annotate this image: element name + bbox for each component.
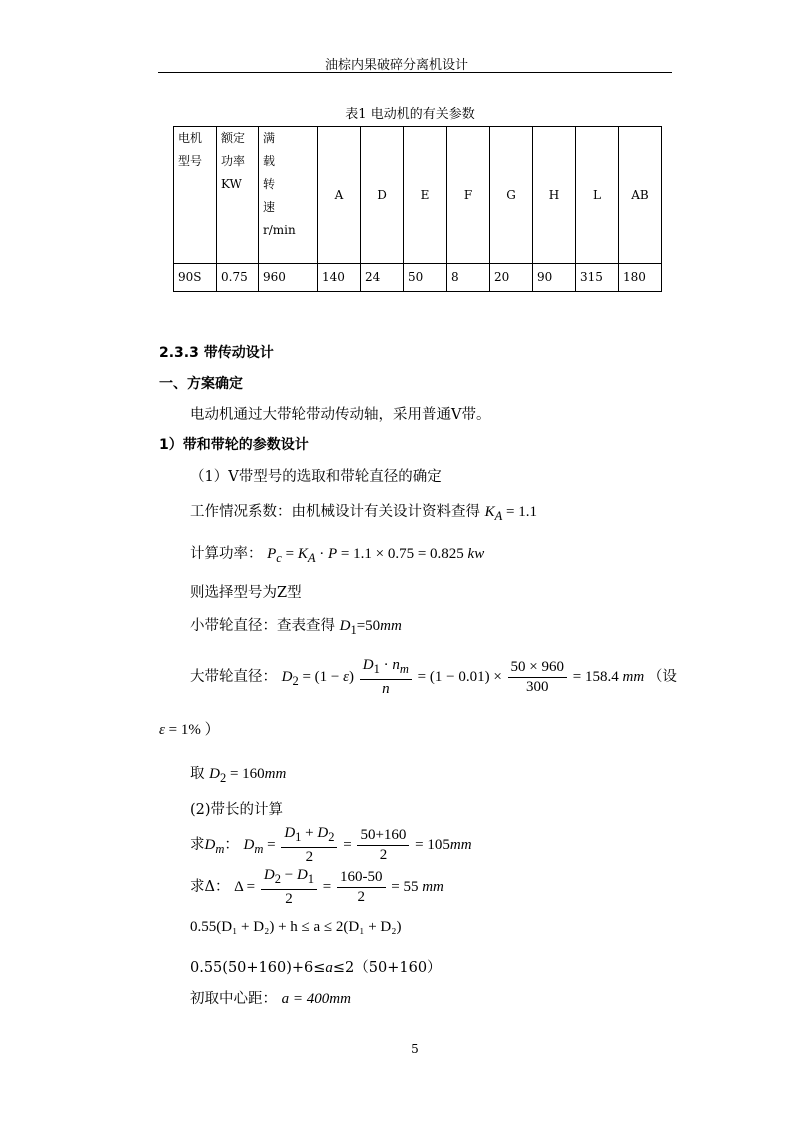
table-cell: 180 <box>619 264 662 292</box>
fraction: $\frac{D_1 + D_2}{2}$ <box>281 824 337 867</box>
take-d2-line: 取 $D_2 = 160mm$ <box>190 766 287 785</box>
page-number: 5 <box>411 1042 419 1056</box>
table-caption: 表1 电动机的有关参数 <box>345 107 475 122</box>
header-cell-dim: A <box>318 127 361 264</box>
table-cell: 24 <box>361 264 404 292</box>
subheading-scheme: 一、方案确定 <box>159 376 243 392</box>
table-cell: 0.75 <box>217 264 259 292</box>
big-pulley-line: 大带轮直径： $D_2 = (1 - \varepsilon)$ $\frac{D_1 \cdot n_m}{n}$ = (1 − 0.01) × $\frac{50 \times 960}{300}$ = 158.4 mm （设 <box>190 657 677 697</box>
inequality-formula: 0.55(D₁ + D₂) + h ≤ a ≤ 2(D₁ + D₂) <box>190 919 402 935</box>
small-pulley-line: 小带轮直径：查表查得 $D_1=50mm$ <box>190 618 402 637</box>
running-header: 油棕内果破碎分离机设计 <box>324 58 468 73</box>
header-cell-dim: G <box>490 127 533 264</box>
fraction: $\frac{D_1 \cdot n_m}{n}$ <box>360 656 412 699</box>
header-rule <box>158 72 672 73</box>
fraction: $\frac{160-50}{2}$ <box>337 868 386 907</box>
subheading-belt-params: 1）带和带轮的参数设计 <box>159 437 309 453</box>
header-cell-dim: E <box>404 127 447 264</box>
table-cell: 90 <box>533 264 576 292</box>
table-cell: 20 <box>490 264 533 292</box>
item-belt-length: (2)带长的计算 <box>190 802 284 818</box>
motor-parameters-table <box>173 126 662 292</box>
header-cell-dim: AB <box>619 127 662 264</box>
header-cell-model: 电机 型号 <box>174 127 217 264</box>
delta-line: 求Δ： Δ = $\frac{D_2 - D_1}{2}$ = $\frac{160-50}{2}$ = 55 mm <box>190 867 444 907</box>
table-row <box>174 264 662 292</box>
header-cell-power: 额定 功率 KW <box>217 127 259 264</box>
epsilon-line: ε = 1% ） <box>159 722 220 738</box>
fraction: $\frac{D_2 - D_1}{2}$ <box>261 866 317 909</box>
item-belt-type: （1）V带型号的选取和带轮直径的确定 <box>190 469 442 485</box>
table-cell: 960 <box>259 264 318 292</box>
header-cell-dim: F <box>447 127 490 264</box>
type-select-line: 则选择型号为Z型 <box>190 585 302 601</box>
section-heading: 2.3.3 带传动设计 <box>159 345 274 361</box>
table-cell: 8 <box>447 264 490 292</box>
table-cell: 315 <box>576 264 619 292</box>
work-factor-line: 工作情况系数：由机械设计有关设计资料查得 $K_A = 1.1$ <box>190 504 537 523</box>
header-cell-speed: 满 载 转 速 r/min <box>259 127 318 264</box>
intro-paragraph: 电动机通过大带轮带动传动轴，采用普通V带。 <box>190 407 491 423</box>
fraction: $\frac{50 \times 960}{300}$ <box>508 658 567 697</box>
fraction: $\frac{50+160}{2}$ <box>357 826 409 865</box>
header-cell-dim: D <box>361 127 404 264</box>
dm-line: 求$D_m$： $D_m$ = $\frac{D_1 + D_2}{2}$ = $\frac{50+160}{2}$ = 105mm <box>190 825 472 865</box>
table-cell: 140 <box>318 264 361 292</box>
header-cell-dim: H <box>533 127 576 264</box>
table-cell: 90S <box>174 264 217 292</box>
calc-power-line: 计算功率： $P_c = K_A \cdot P = 1.1 \times 0.75 = 0.825$ kw <box>190 546 485 565</box>
table-header-row <box>174 127 662 264</box>
center-distance-line: 初取中心距： a = 400mm <box>190 991 351 1007</box>
table-cell: 50 <box>404 264 447 292</box>
header-cell-dim: L <box>576 127 619 264</box>
inequality-values: 0.55(50+160)+6≤a≤2（50+160） <box>190 960 442 976</box>
